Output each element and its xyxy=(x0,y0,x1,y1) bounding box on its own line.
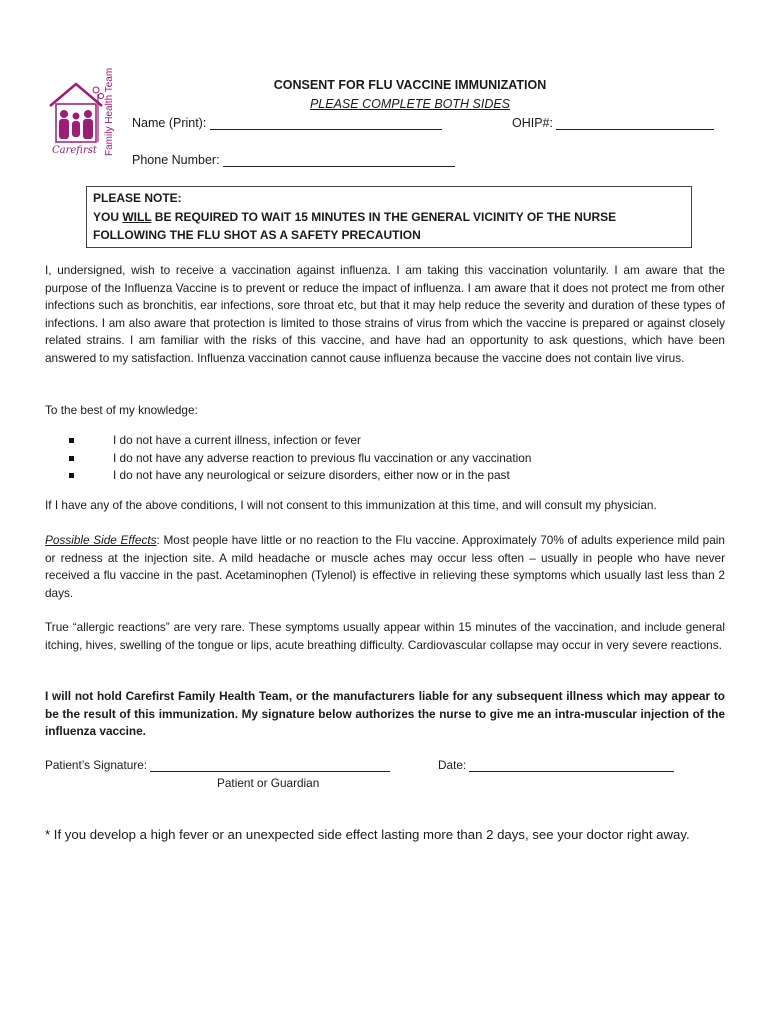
list-item: I do not have a current illness, infection or fever xyxy=(45,432,725,450)
footer-warning: * If you develop a high fever or an unexpected side effect lasting more than 2 days, see your doctor right away. xyxy=(45,827,690,842)
signature-input-line[interactable] xyxy=(150,759,390,772)
phone-label: Phone Number: xyxy=(132,153,220,167)
liability-paragraph: I will not hold Carefirst Family Health Team, or the manufacturers liable for any subsequent illness which may appear to be the result of this immunization. My signature below authorizes the nurse to give me an intra-muscular injection of the influenza vaccine. xyxy=(45,689,725,739)
consent-intro-paragraph: I, undersigned, wish to receive a vaccination against influenza. I am taking this vaccination voluntarily. I am aware that the purpose of the Influenza Vaccine is to prevent or reduce the impact of influenza. I am aware that it does not protect me from other infections such as bronchitis, ear infections, sore throat etc, but that it may help reduce the severity and duration of these types of infections. I am also aware that protection is limited to those strains of virus from which the vaccine is prepared or against closely related strains. I am familiar with the risks of this vaccine, and have had an opportunity to ask questions, which have been answered to my satisfaction. Influenza vaccination cannot cause influenza because the vaccine does not contain live virus. xyxy=(45,263,725,365)
form-subtitle: PLEASE COMPLETE BOTH SIDES xyxy=(309,97,511,111)
safety-note-box xyxy=(86,186,692,248)
date-input-line[interactable] xyxy=(469,759,674,772)
note-line-2: FOLLOWING THE FLU SHOT AS A SAFETY PRECAUTION xyxy=(93,228,421,242)
conditions-paragraph: If I have any of the above conditions, I will not consent to this immunization at this time, and will consult my physician. xyxy=(45,498,657,512)
form-title: CONSENT FOR FLU VACCINE IMMUNIZATION xyxy=(273,78,547,92)
allergic-paragraph: True “allergic reactions” are very rare. These symptoms usually appear within 15 minutes of the vaccination, and include general itching, hives, swelling of the tongue or lips, acute breathing difficulty. Cardiovascular collapse may occur in very severe reactions. xyxy=(45,620,725,652)
logo-vertical-text: Family Health Team xyxy=(104,67,115,156)
bullet-icon xyxy=(69,456,74,461)
ohip-field-row xyxy=(512,116,714,130)
logo-script-text: Carefirst xyxy=(52,145,97,156)
condition-list xyxy=(45,432,725,485)
phone-field-row xyxy=(132,153,455,167)
ohip-label: OHIP#: xyxy=(512,116,553,130)
note-line-1: YOU WILL BE REQUIRED TO WAIT 15 MINUTES IN THE GENERAL VICINITY OF THE NURSE xyxy=(93,209,617,224)
bullet-icon xyxy=(69,473,74,478)
signature-label: Patient’s Signature: xyxy=(45,758,148,772)
list-item: I do not have any adverse reaction to previous flu vaccination or any vaccination xyxy=(45,450,725,468)
side-effects-label: Possible Side Effects xyxy=(45,533,157,547)
carefirst-logo xyxy=(46,67,136,164)
phone-input-line[interactable] xyxy=(223,154,455,167)
side-effects-paragraph: Possible Side Effects: Most people have little or no reaction to the Flu vaccine. Approximately 70% of adults experience mild pain or redness at the injection site. A mild headache or muscle aches may occur less often – usually in people who have never received a flu vaccine in the past. Acetaminophen (Tylenol) is effective in relieving these symptoms which usually last less than 2 days. xyxy=(45,533,725,600)
list-item: I do not have any neurological or seizure disorders, either now or in the past xyxy=(45,467,725,485)
signature-row xyxy=(45,758,390,772)
bullet-icon xyxy=(69,438,74,443)
guardian-caption: Patient or Guardian xyxy=(217,776,320,790)
date-label: Date: xyxy=(438,758,467,772)
name-field-row xyxy=(132,116,442,130)
note-will-emphasis: WILL xyxy=(122,209,152,224)
name-input-line[interactable] xyxy=(210,117,442,130)
date-row xyxy=(438,758,674,772)
note-heading: PLEASE NOTE: xyxy=(93,191,182,205)
name-label: Name (Print): xyxy=(132,116,207,130)
knowledge-heading: To the best of my knowledge: xyxy=(45,403,198,417)
ohip-input-line[interactable] xyxy=(556,117,714,130)
